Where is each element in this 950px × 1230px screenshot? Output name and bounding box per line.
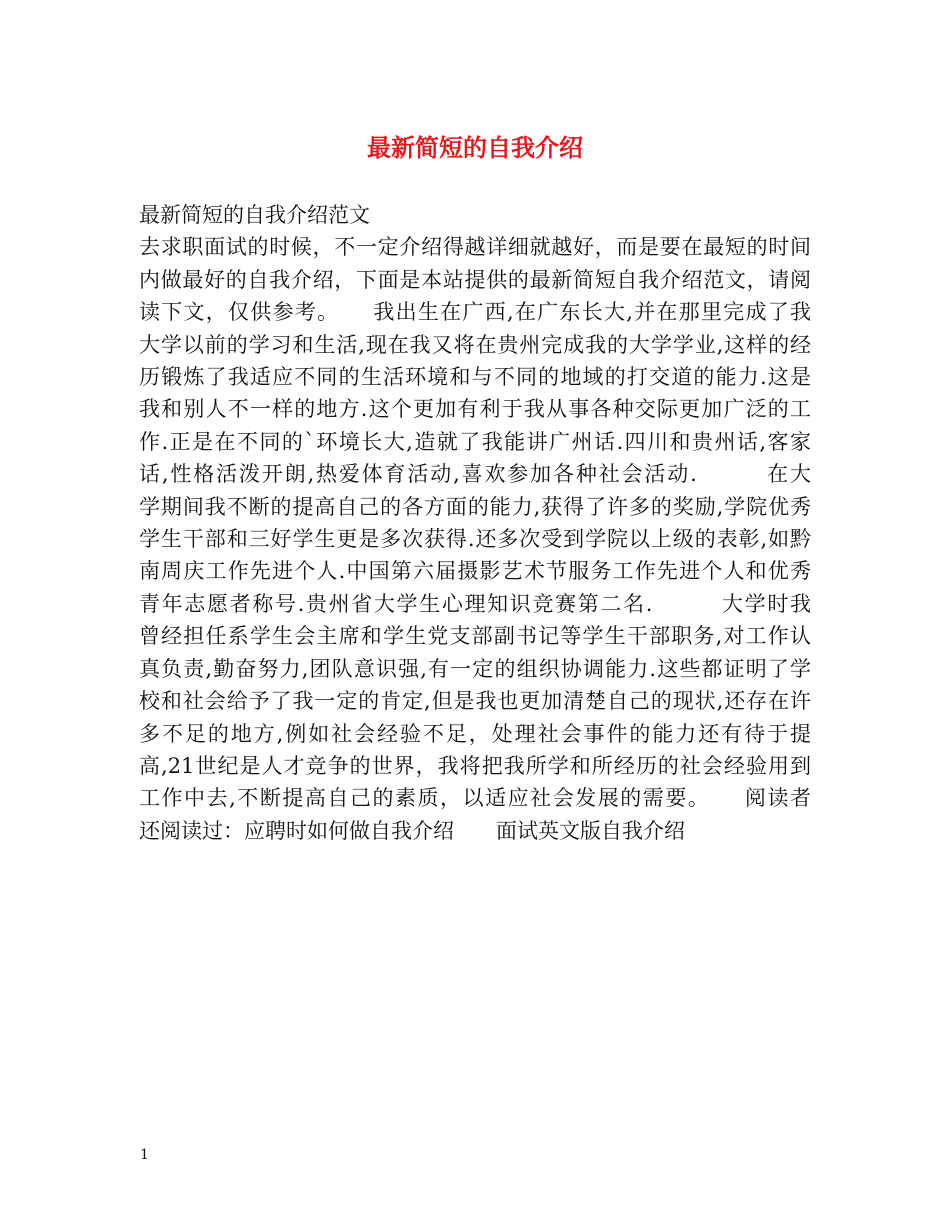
body-line: 最新简短的自我介绍范文 (139, 203, 370, 227)
body-line: 多不足的地方,例如社会经验不足，处理社会事件的能力还有待于提 (139, 721, 811, 746)
body-line: 去求职面试的时候，不一定介绍得越详细就越好，而是要在最短的时间 (139, 235, 811, 260)
document-title: 最新简短的自我介绍 (367, 133, 583, 162)
document-body (139, 199, 811, 847)
body-line: 高,21世纪是人才竞争的世界，我将把我所学和所经历的社会经验用到 (139, 753, 811, 778)
body-line: 曾经担任系学生会主席和学生党支部副书记等学生干部职务,对工作认 (139, 624, 811, 649)
page-number: 1 (140, 1147, 149, 1163)
body-line: 学生干部和三好学生更是多次获得.还多次受到学院以上级的表彰,如黔 (139, 527, 811, 552)
body-line: 还阅读过：应聘时如何做自我介绍 面试英文版自我介绍 (139, 818, 685, 843)
body-line: 工作中去,不断提高自己的素质，以适应社会发展的需要。 阅读者 (139, 786, 811, 811)
body-line: 南周庆工作先进个人.中国第六届摄影艺术节服务工作先进个人和优秀 (139, 559, 811, 584)
body-line: 校和社会给予了我一定的肯定,但是我也更加清楚自己的现状,还存在许 (139, 689, 811, 714)
body-line: 作.正是在不同的`环境长大,造就了我能讲广州话.四川和贵州话,客家 (139, 429, 811, 454)
body-line: 我和别人不一样的地方.这个更加有利于我从事各种交际更加广泛的工 (139, 397, 811, 422)
body-line: 青年志愿者称号.贵州省大学生心理知识竞赛第二名. 大学时我 (139, 591, 811, 616)
body-line: 话,性格活泼开朗,热爱体育活动,喜欢参加各种社会活动. 在大 (139, 462, 811, 487)
body-line: 读下文，仅供参考。 我出生在广西,在广东长大,并在那里完成了我 (139, 300, 811, 325)
body-line: 内做最好的自我介绍，下面是本站提供的最新简短自我介绍范文，请阅 (139, 267, 811, 292)
body-line: 真负责,勤奋努力,团队意识强,有一定的组织协调能力.这些都证明了学 (139, 656, 811, 681)
body-line: 学期间我不断的提高自己的各方面的能力,获得了许多的奖励,学院优秀 (139, 494, 811, 519)
body-line: 大学以前的学习和生活,现在我又将在贵州完成我的大学学业,这样的经 (139, 332, 811, 357)
body-line: 历锻炼了我适应不同的生活环境和与不同的地域的打交道的能力.这是 (139, 365, 811, 390)
